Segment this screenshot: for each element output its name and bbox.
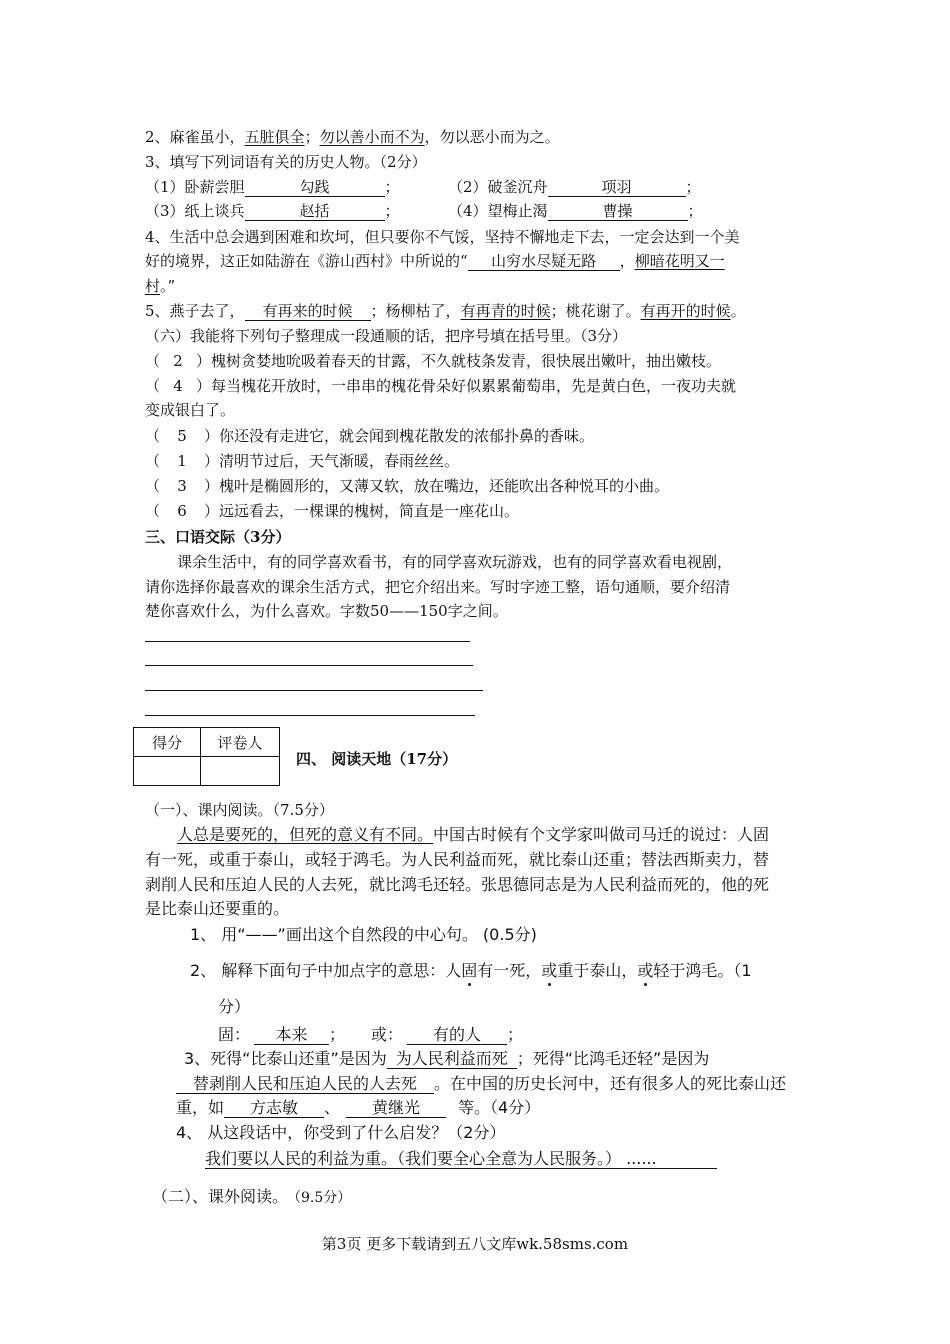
part1-q3-answer-1: 为人民利益而死 — [387, 1050, 517, 1069]
q3-item-4-end: ； — [687, 202, 703, 220]
q3-item-1-end: ； — [384, 178, 400, 196]
q5-line — [145, 301, 746, 321]
part1-q3-answer-3: 方志敏 — [224, 1099, 324, 1118]
part1-q2-answers — [218, 1024, 523, 1046]
q3-item-3-label: （3）纸上谈兵 — [145, 202, 245, 220]
part1-q3-line-2 — [176, 1073, 786, 1095]
q3-item-4-answer: 曹操 — [548, 202, 688, 221]
part1-q2-c: 重于泰山， — [557, 961, 638, 980]
q6-item: （ 3 ）槐叶是椭圆形的，又薄又软，放在嘴边，还能吹出各种悦耳的小曲。 — [145, 477, 670, 495]
q3-item-3-answer: 赵括 — [245, 202, 385, 221]
part1-q2 — [190, 960, 752, 982]
q6-title: （六）我能将下列句子整理成一段通顺的话，把序号填在括号里。（3分） — [145, 327, 628, 345]
q5-prefix: 5、燕子去了， — [145, 302, 245, 320]
q4-prefix: 好的境界，这正如陆游在《游山西村》中所说的“ — [145, 252, 468, 270]
part1-para-line-4: 是比泰山还要重的。 — [145, 899, 290, 918]
answer-line — [145, 715, 475, 716]
q6-item-2-cont: 变成银白了。 — [145, 401, 236, 419]
part1-q3-d: 重，如 — [176, 1098, 225, 1117]
gu-answer: 本来 — [254, 1026, 329, 1045]
q2-suffix: ，勿以恶小而为之。 — [424, 128, 560, 146]
q2-answer-1: 五脏俱全 — [244, 128, 305, 146]
part1-q2-b: 有一死， — [477, 961, 542, 980]
q3-title: 3、填写下列词语有关的历史人物。（2分） — [145, 153, 427, 171]
q5-mid-1: ；杨柳枯了， — [370, 302, 461, 320]
grade-header-grader: 评卷人 — [201, 728, 280, 757]
q4-line-1: 4、生活中总会遇到困难和坎坷，但只要你不气馁，坚持不懈地走下去，一定会达到一个美 — [145, 228, 740, 246]
q6-item: （ 6 ）远远看去，一棵课的槐树，简直是一座花山。 — [145, 502, 520, 520]
huo-label: 或： — [371, 1025, 404, 1044]
q6-item-6-num: 6 — [177, 502, 187, 520]
part1-q3-line-3 — [176, 1097, 540, 1119]
gu-semi: ； — [329, 1025, 346, 1044]
q2-line — [145, 127, 560, 147]
part1-q3-answer-4: 黄继光 — [346, 1099, 446, 1118]
q6-item-5-text: 槐叶是椭圆形的，又薄又软，放在嘴边，还能吹出各种悦耳的小曲。 — [219, 477, 670, 495]
part1-title: （一）、课内阅读。（7.5分） — [145, 801, 334, 819]
section3-line-2: 请你选择你最喜欢的课余生活方式，把它介绍出来。写时字迹工整，语句通顺，要介绍清 — [145, 578, 731, 596]
part1-para-line-2: 有一死，或重于泰山，或轻于鸿毛。为人民利益而死，就比泰山还重；替法西斯卖力，替 — [145, 850, 770, 869]
q2-prefix: 2、麻雀虽小， — [145, 128, 245, 146]
q3-item-1-answer: 勾践 — [245, 178, 385, 197]
part1-para-line-1 — [177, 824, 769, 846]
part1-central-sentence: 人总是要死的，但死的意义有不同。 — [177, 825, 434, 844]
part1-q4-answer: 我们要以人民的利益为重。（我们要全心全意为人民服务。） ...... — [205, 1150, 717, 1169]
answer-line — [145, 690, 483, 691]
q4-comma: ， — [619, 252, 635, 270]
part1-q3-answer-2: 替剥削人民和压迫人民的人去死 — [176, 1075, 434, 1094]
part1-q3-c: 。在中国的历史长河中，还有很多人的死比泰山还 — [434, 1074, 787, 1093]
q4-end: 。” — [160, 277, 176, 295]
q3-item-2 — [448, 177, 701, 197]
q5-answer-3: 有再开的时候 — [640, 302, 731, 320]
q4-answer-2-part1: 柳暗花明又一 — [634, 252, 725, 270]
section3-line-3: 楚你喜欢什么，为什么喜欢。字数50——150字之间。 — [145, 602, 508, 620]
part1-q3-a: 3、死得“比泰山还重”是因为 — [184, 1049, 387, 1068]
q4-answer-2-part2: 村 — [145, 277, 161, 295]
part1-q3-line-1 — [184, 1048, 709, 1070]
part2-title-text: （二）、课外阅读。 — [152, 1187, 289, 1206]
part1-q4: 4、 从这段话中，你受到了什么启发？（2分） — [176, 1123, 506, 1142]
part1-q2-score: 分） — [218, 997, 251, 1016]
q5-end: 。 — [730, 302, 746, 320]
q5-mid-2: ；桃花谢了。 — [550, 302, 641, 320]
part1-q4-answer-line — [205, 1148, 717, 1170]
q3-item-2-end: ； — [685, 178, 701, 196]
q6-item-3-text: 你还没有走进它，就会闻到槐花散发的浓郁扑鼻的香味。 — [219, 427, 595, 445]
q3-item-1 — [145, 177, 400, 197]
part2-title — [152, 1186, 351, 1209]
q6-item-6-text: 远远看去，一棵课的槐树，简直是一座花山。 — [219, 502, 520, 520]
q6-item-3-num: 5 — [177, 427, 187, 445]
part1-q1: 1、 用“——”画出这个自然段的中心句。 (0.5分) — [190, 925, 537, 944]
dotted-char-gu: 固 — [461, 961, 478, 980]
grade-score-cell[interactable] — [134, 757, 201, 786]
q6-item: （ 2 ）槐树贪婪地吮吸着春天的甘露，不久就枝条发青，很快展出嫩叶，抽出嫩枝。 — [145, 352, 722, 370]
q6-item-4-num: 1 — [177, 452, 187, 470]
q2-sep: ； — [304, 128, 320, 146]
q3-item-1-label: （1）卧薪尝胆 — [145, 178, 245, 196]
q6-item: （ 4 ）每当槐花开放时，一串串的槐花骨朵好似累累葡萄串，先是黄白色，一夜功夫就 — [145, 377, 737, 395]
q3-item-3-end: ； — [384, 202, 400, 220]
q3-item-4 — [448, 201, 703, 221]
part2-score: （9.5分） — [294, 1190, 352, 1206]
part1-para-line-3: 剥削人民和压迫人民的人去死，就比鸿毛还轻。张思德同志是为人民利益而死的，他的死 — [145, 875, 770, 894]
dotted-char-huo: 或 — [637, 961, 654, 980]
gu-label: 固： — [218, 1025, 251, 1044]
q3-item-2-answer: 项羽 — [548, 178, 686, 197]
grade-header-score: 得分 — [134, 728, 201, 757]
q4-line-2 — [145, 251, 725, 271]
q6-item-2-num: 4 — [173, 377, 183, 395]
section3-line-1: 课余生活中，有的同学喜欢看书，有的同学喜欢玩游戏，也有的同学喜欢看电视剧， — [177, 553, 733, 571]
q2-answer-2: 勿以善小而不为 — [319, 128, 425, 146]
huo-semi: ； — [507, 1025, 524, 1044]
q6-item-5-num: 3 — [177, 477, 187, 495]
q6-item: （ 1 ）清明节过后，天气渐暖，春雨丝丝。 — [145, 452, 460, 470]
q6-item-1-text: 槐树贪婪地吮吸着春天的甘露，不久就枝条发青，很快展出嫩叶，抽出嫩枝。 — [211, 352, 722, 370]
part1-q3-e: 等。（4分） — [458, 1098, 541, 1117]
page-footer: 第3页 更多下载请到五八文库wk.58sms.com — [321, 1235, 629, 1253]
q5-answer-1: 有再来的时候 — [245, 302, 371, 321]
part1-q3-sep: 、 — [324, 1098, 341, 1117]
q4-line-3 — [145, 276, 175, 296]
q6-item-2-text: 每当槐花开放时，一串串的槐花骨朵好似累累葡萄串，先是黄白色，一夜功夫就 — [211, 377, 737, 395]
huo-answer: 有的人 — [407, 1026, 507, 1045]
dotted-char-huo: 或 — [541, 961, 558, 980]
part1-q2-a: 2、 解释下面句子中加点字的意思：人 — [190, 961, 462, 980]
q6-item: （ 5 ）你还没有走进它，就会闻到槐花散发的浓郁扑鼻的香味。 — [145, 427, 595, 445]
section3-title: 三、口语交际（3分） — [145, 528, 291, 546]
part1-para-1-rest: 中国古时候有个文学家叫做司马迁的说过：人固 — [433, 825, 770, 844]
grade-grader-cell[interactable] — [201, 757, 280, 786]
q5-answer-2: 有再青的时候 — [460, 302, 551, 320]
part1-q3-b: ；死得“比鸿毛还轻”是因为 — [516, 1049, 710, 1068]
q3-item-2-label: （2）破釜沉舟 — [448, 178, 548, 196]
q6-item-1-num: 2 — [173, 352, 183, 370]
grade-table — [133, 727, 280, 786]
answer-line — [145, 665, 473, 666]
part1-q2-d: 轻于鸿毛。（1 — [653, 961, 752, 980]
q4-answer-1: 山穷水尽疑无路 — [468, 252, 620, 271]
section4-title: 四、 阅读天地（17分） — [296, 750, 458, 768]
answer-line — [145, 641, 470, 642]
q3-item-4-label: （4）望梅止渴 — [448, 202, 548, 220]
q6-item-4-text: 清明节过后，天气渐暖，春雨丝丝。 — [219, 452, 460, 470]
q3-item-3 — [145, 201, 400, 221]
